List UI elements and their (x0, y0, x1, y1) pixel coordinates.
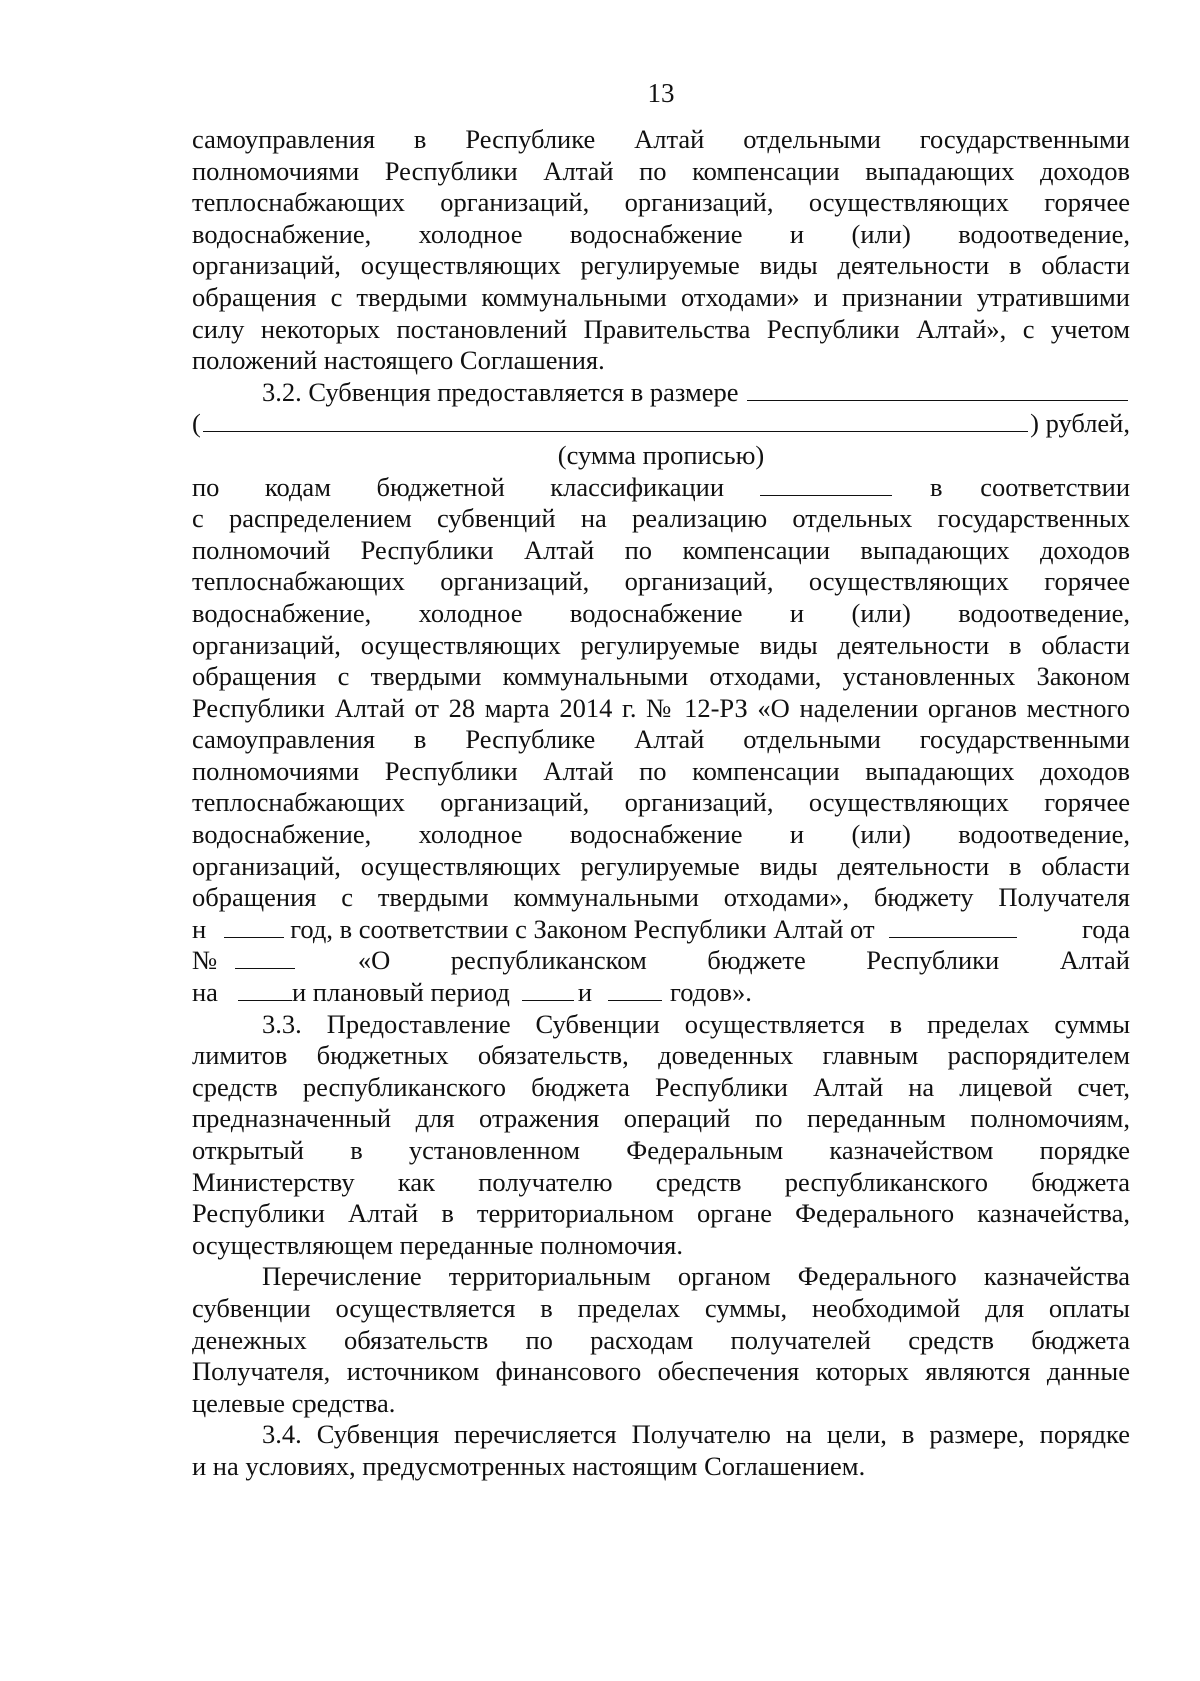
text-line: и на условиях, предусмотренных настоящим Соглашением. (192, 1450, 866, 1481)
text-line: осуществляющем переданные полномочия. (192, 1229, 683, 1260)
text-line: средств республиканского бюджета Республики Алтай на лицевой счет, (192, 1071, 1130, 1102)
plan-year-2-blank (608, 978, 662, 1001)
budget-year-blank (238, 978, 292, 1001)
text-line: обращения с твердыми коммунальными отходами» и признании утратившими (192, 281, 1130, 312)
text-fragment: республиканском (450, 945, 647, 976)
text-line: обращения с твердыми коммунальными отходами, установленных Законом (192, 661, 1130, 692)
text-line: теплоснабжающих организаций, организаций, осуществляющих горячее (192, 566, 1130, 597)
text-fragment: бюджете (707, 945, 806, 976)
text-fragment: год, в соответствии с Законом Республики Алтай от (290, 913, 875, 944)
planning-period-line (192, 977, 1130, 1009)
plan-year-1-blank (522, 978, 574, 1001)
text-fragment: года (1082, 913, 1130, 944)
text-line: организаций, осуществляющих регулируемые виды деятельности в области (192, 629, 1130, 660)
amount-caption: (сумма прописью) (557, 439, 765, 470)
text-fragment: ( (192, 408, 201, 439)
text-fragment: в соответствии (930, 471, 1130, 502)
text-line: силу некоторых постановлений Правительства Республики Алтай», с учетом (192, 313, 1130, 344)
amount-in-words-line (192, 408, 1130, 440)
text-fragment: «О (357, 945, 391, 976)
text-fragment: н (192, 913, 207, 944)
text-line: водоснабжение, холодное водоснабжение и (или) водоотведение, (192, 597, 1130, 628)
text-line: лимитов бюджетных обязательств, доведенных главным распорядителем (192, 1040, 1130, 1071)
subvention-amount-line (192, 377, 1130, 409)
year-blank (224, 915, 284, 938)
text-line: с распределением субвенций на реализацию отдельных государственных (192, 503, 1130, 534)
text-fragment: 3.2. Субвенция предоставляется в размере (262, 376, 739, 407)
text-fragment: ) рублей, (1030, 408, 1130, 439)
text-fragment: Алтай (1059, 945, 1130, 976)
text-line: денежных обязательств по расходам получателей средств бюджета (192, 1324, 1130, 1355)
text-line: Получателя, источником финансового обеспечения которых являются данные (192, 1356, 1130, 1387)
text-line: открытый в установленном Федеральным казначейством порядке (192, 1135, 1130, 1165)
law-number-blank (235, 946, 295, 969)
text-line: теплоснабжающих организаций, организаций, осуществляющих горячее (192, 187, 1130, 218)
text-line: Перечисление территориальным органом Федерального казначейства (262, 1261, 1130, 1292)
page-number: 13 (647, 78, 675, 108)
text-line: организаций, осуществляющих регулируемые виды деятельности в области (192, 850, 1130, 881)
text-line: Республики Алтай в территориальном органе Федерального казначейства, (192, 1198, 1130, 1229)
amount-words-blank (203, 409, 1028, 432)
text-line: Министерству как получателю средств республиканского бюджета (192, 1166, 1130, 1197)
text-fragment: Республики (866, 945, 1000, 976)
text-line: водоснабжение, холодное водоснабжение и (или) водоотведение, (192, 819, 1130, 850)
text-line: положений настоящего Соглашения. (192, 345, 605, 376)
amount-blank (747, 378, 1128, 401)
text-line: целевые средства. (192, 1387, 396, 1418)
text-line: полномочий Республики Алтай по компенсации выпадающих доходов (192, 534, 1130, 565)
text-line: полномочиями Республики Алтай по компенсации выпадающих доходов (192, 755, 1130, 786)
law-date-blank (889, 915, 1017, 938)
document-body (192, 124, 1130, 1483)
budget-code-blank (760, 473, 892, 496)
text-line: водоснабжение, холодное водоснабжение и (или) водоотведение, (192, 218, 1130, 249)
text-line: теплоснабжающих организаций, организаций, осуществляющих горячее (192, 787, 1130, 818)
text-line: предназначенный для отражения операций по переданным полномочиям, (192, 1103, 1130, 1134)
text-line: 3.4. Субвенция перечисляется Получателю на цели, в размере, порядке (262, 1419, 1130, 1450)
text-line: организаций, осуществляющих регулируемые виды деятельности в области (192, 250, 1130, 281)
text-fragment: и плановый период (291, 977, 510, 1008)
text-fragment: по кодам бюджетной классификации (192, 471, 724, 502)
text-line: Республики Алтай от 28 марта 2014 г. № 12-РЗ «О наделении органов местного (192, 692, 1130, 723)
text-fragment: годов». (670, 977, 752, 1008)
law-number-line (192, 945, 1130, 977)
text-line: самоуправления в Республике Алтай отдельными государственными (192, 724, 1130, 755)
text-fragment: № (192, 945, 218, 976)
text-fragment: на (192, 977, 218, 1008)
budget-codes-line (192, 472, 1130, 504)
law-reference-line (192, 914, 1130, 946)
text-line: субвенции осуществляется в пределах суммы, необходимой для оплаты (192, 1292, 1130, 1323)
text-line: 3.3. Предоставление Субвенции осуществляется в пределах суммы (262, 1008, 1130, 1039)
text-line: обращения с твердыми коммунальными отходами», бюджету Получателя (192, 882, 1130, 913)
text-line: самоуправления в Республике Алтай отдельными государственными (192, 124, 1130, 154)
text-fragment: и (577, 977, 593, 1008)
text-line: полномочиями Республики Алтай по компенсации выпадающих доходов (192, 155, 1130, 186)
